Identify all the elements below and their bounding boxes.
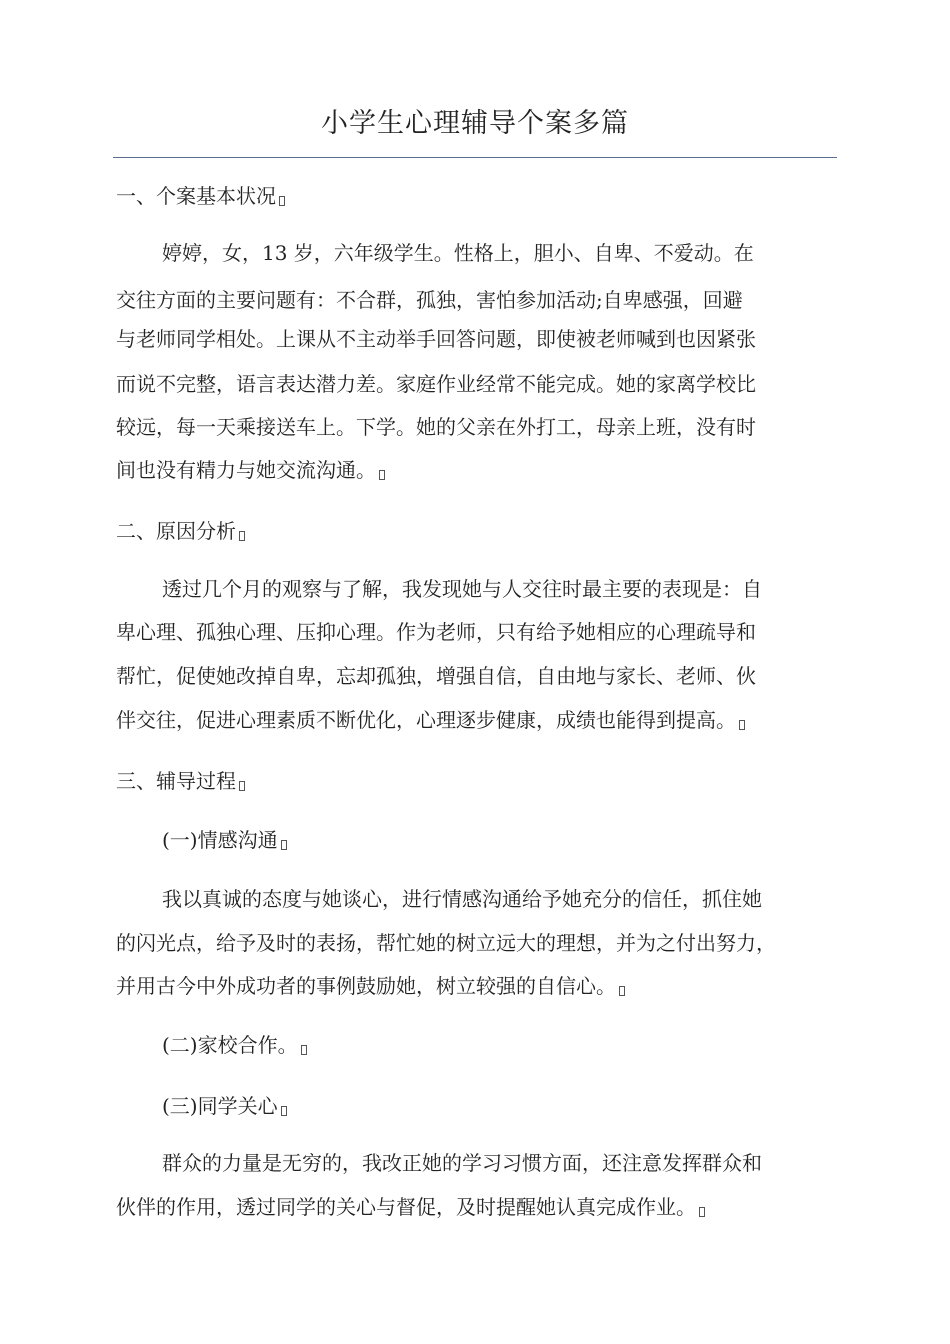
paragraph-line: 卑心理、孤独心理、压抑心理。作为老师，只有给予她相应的心理疏导和 — [116, 620, 756, 644]
section-heading-2: 二、原因分析 — [116, 516, 245, 546]
paragraph-line: 与老师同学相处。上课从不主动举手回答问题，即使被老师喊到也因紧张 — [116, 327, 756, 351]
paragraph-mark-icon — [239, 781, 245, 791]
paragraph-line: 较远，每一天乘接送车上。下学。她的父亲在外打工，母亲上班，没有时 — [116, 415, 756, 439]
paragraph-line: 婷婷，女，13 岁，六年级学生。性格上，胆小、自卑、不爱动。在 — [162, 241, 754, 265]
subheading-1: (一)情感沟通 — [162, 825, 287, 855]
paragraph-mark-icon — [739, 720, 745, 730]
paragraph-line: 间也没有精力与她交流沟通。 — [116, 455, 385, 485]
paragraph-line: 的闪光点，给予及时的表扬，帮忙她的树立远大的理想，并为之付出努力， — [116, 931, 776, 955]
subheading-2: (二)家校合作。 — [162, 1030, 307, 1060]
paragraph-mark-icon — [279, 196, 285, 206]
document-title: 小学生心理辅导个案多篇 — [321, 108, 629, 139]
paragraph-line: 帮忙，促使她改掉自卑，忘却孤独，增强自信，自由地与家长、老师、伙 — [116, 664, 756, 688]
paragraph-mark-icon — [281, 1106, 287, 1116]
section-heading-3: 三、辅导过程 — [116, 766, 245, 796]
paragraph-line: 我以真诚的态度与她谈心，进行情感沟通给予她充分的信任，抓住她 — [162, 887, 762, 911]
paragraph-mark-icon — [619, 986, 625, 996]
paragraph-line: 交往方面的主要问题有：不合群，孤独，害怕参加活动;自卑感强，回避 — [116, 288, 743, 312]
paragraph-line: 伙伴的作用，透过同学的关心与督促，及时提醒她认真完成作业。 — [116, 1192, 705, 1222]
paragraph-line: 群众的力量是无穷的，我改正她的学习习惯方面，还注意发挥群众和 — [162, 1151, 762, 1175]
subheading-3: (三)同学关心 — [162, 1091, 287, 1121]
paragraph-line: 并用古今中外成功者的事例鼓励她，树立较强的自信心。 — [116, 971, 625, 1001]
section-heading-1: 一、个案基本状况 — [116, 181, 285, 211]
paragraph-mark-icon — [281, 840, 287, 850]
paragraph-mark-icon — [301, 1045, 307, 1055]
paragraph-mark-icon — [239, 531, 245, 541]
title-divider — [113, 157, 837, 158]
paragraph-line: 而说不完整，语言表达潜力差。家庭作业经常不能完成。她的家离学校比 — [116, 372, 756, 396]
paragraph-line: 伴交往，促进心理素质不断优化，心理逐步健康，成绩也能得到提高。 — [116, 705, 745, 735]
paragraph-mark-icon — [699, 1207, 705, 1217]
paragraph-mark-icon — [379, 470, 385, 480]
paragraph-line: 透过几个月的观察与了解，我发现她与人交往时最主要的表现是：自 — [162, 577, 762, 601]
